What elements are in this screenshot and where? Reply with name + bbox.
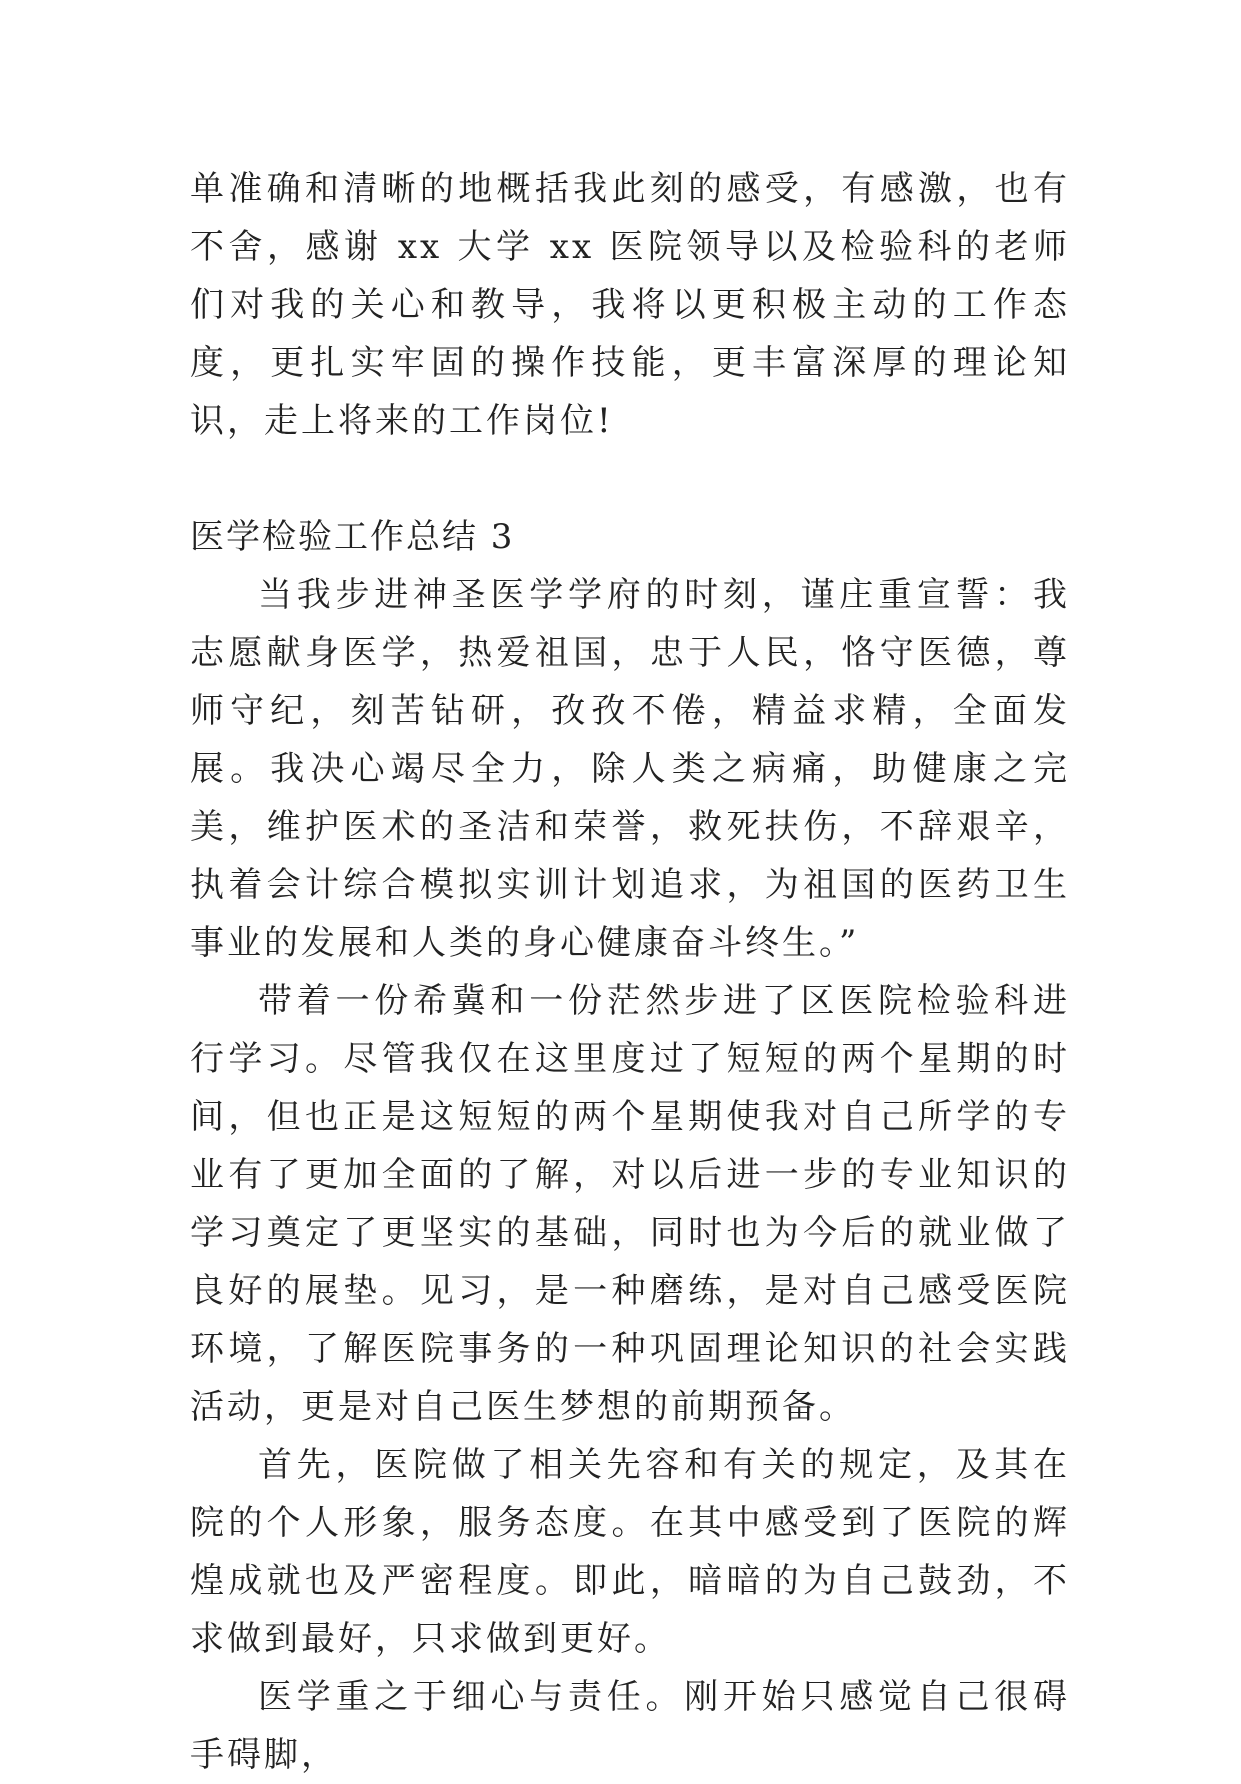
intro-paragraph: 单准确和清晰的地概括我此刻的感受，有感激，也有不舍，感谢 xx 大学 xx 医院领导以及检验科的老师们对我的关心和教导，我将以更积极主动的工作态度，更扎实牢固的操作技能，更丰富深厚的理论知识，走上将来的工作岗位! bbox=[190, 169, 1070, 441]
paragraph-oath: 当我步进神圣医学学府的时刻，谨庄重宣誓：我志愿献身医学，热爱祖国，忠于人民，恪守医德，尊师守纪，刻苦钻研，孜孜不倦，精益求精，全面发展。我决心竭尽全力，除人类之病痛，助健康之完美，维护医术的圣洁和荣誉，救死扶伤，不辞艰辛，执着会计综合模拟实训计划追求，为祖国的医药卫生事业的发展和人类的身心健康奋斗终生。” bbox=[190, 575, 1070, 963]
document-body bbox=[190, 160, 1070, 1784]
section-title: 医学检验工作总结 3 bbox=[190, 517, 515, 557]
paragraph-hospital-rules: 首先，医院做了相关先容和有关的规定，及其在院的个人形象，服务态度。在其中感受到了医院的辉煌成就也及严密程度。即此，暗暗的为自己鼓劲，不求做到最好，只求做到更好。 bbox=[190, 1445, 1070, 1659]
paragraph-responsibility: 医学重之于细心与责任。刚开始只感觉自己很碍手碍脚， bbox=[190, 1677, 1070, 1775]
paragraph-internship: 带着一份希冀和一份茫然步进了区医院检验科进行学习。尽管我仅在这里度过了短短的两个星期的时间，但也正是这短短的两个星期使我对自己所学的专业有了更加全面的了解，对以后进一步的专业知识的学习奠定了更坚实的基础，同时也为今后的就业做了良好的展垫。见习，是一种磨练，是对自己感受医院环境，了解医院事务的一种巩固理论知识的社会实践活动，更是对自己医生梦想的前期预备。 bbox=[190, 981, 1070, 1427]
